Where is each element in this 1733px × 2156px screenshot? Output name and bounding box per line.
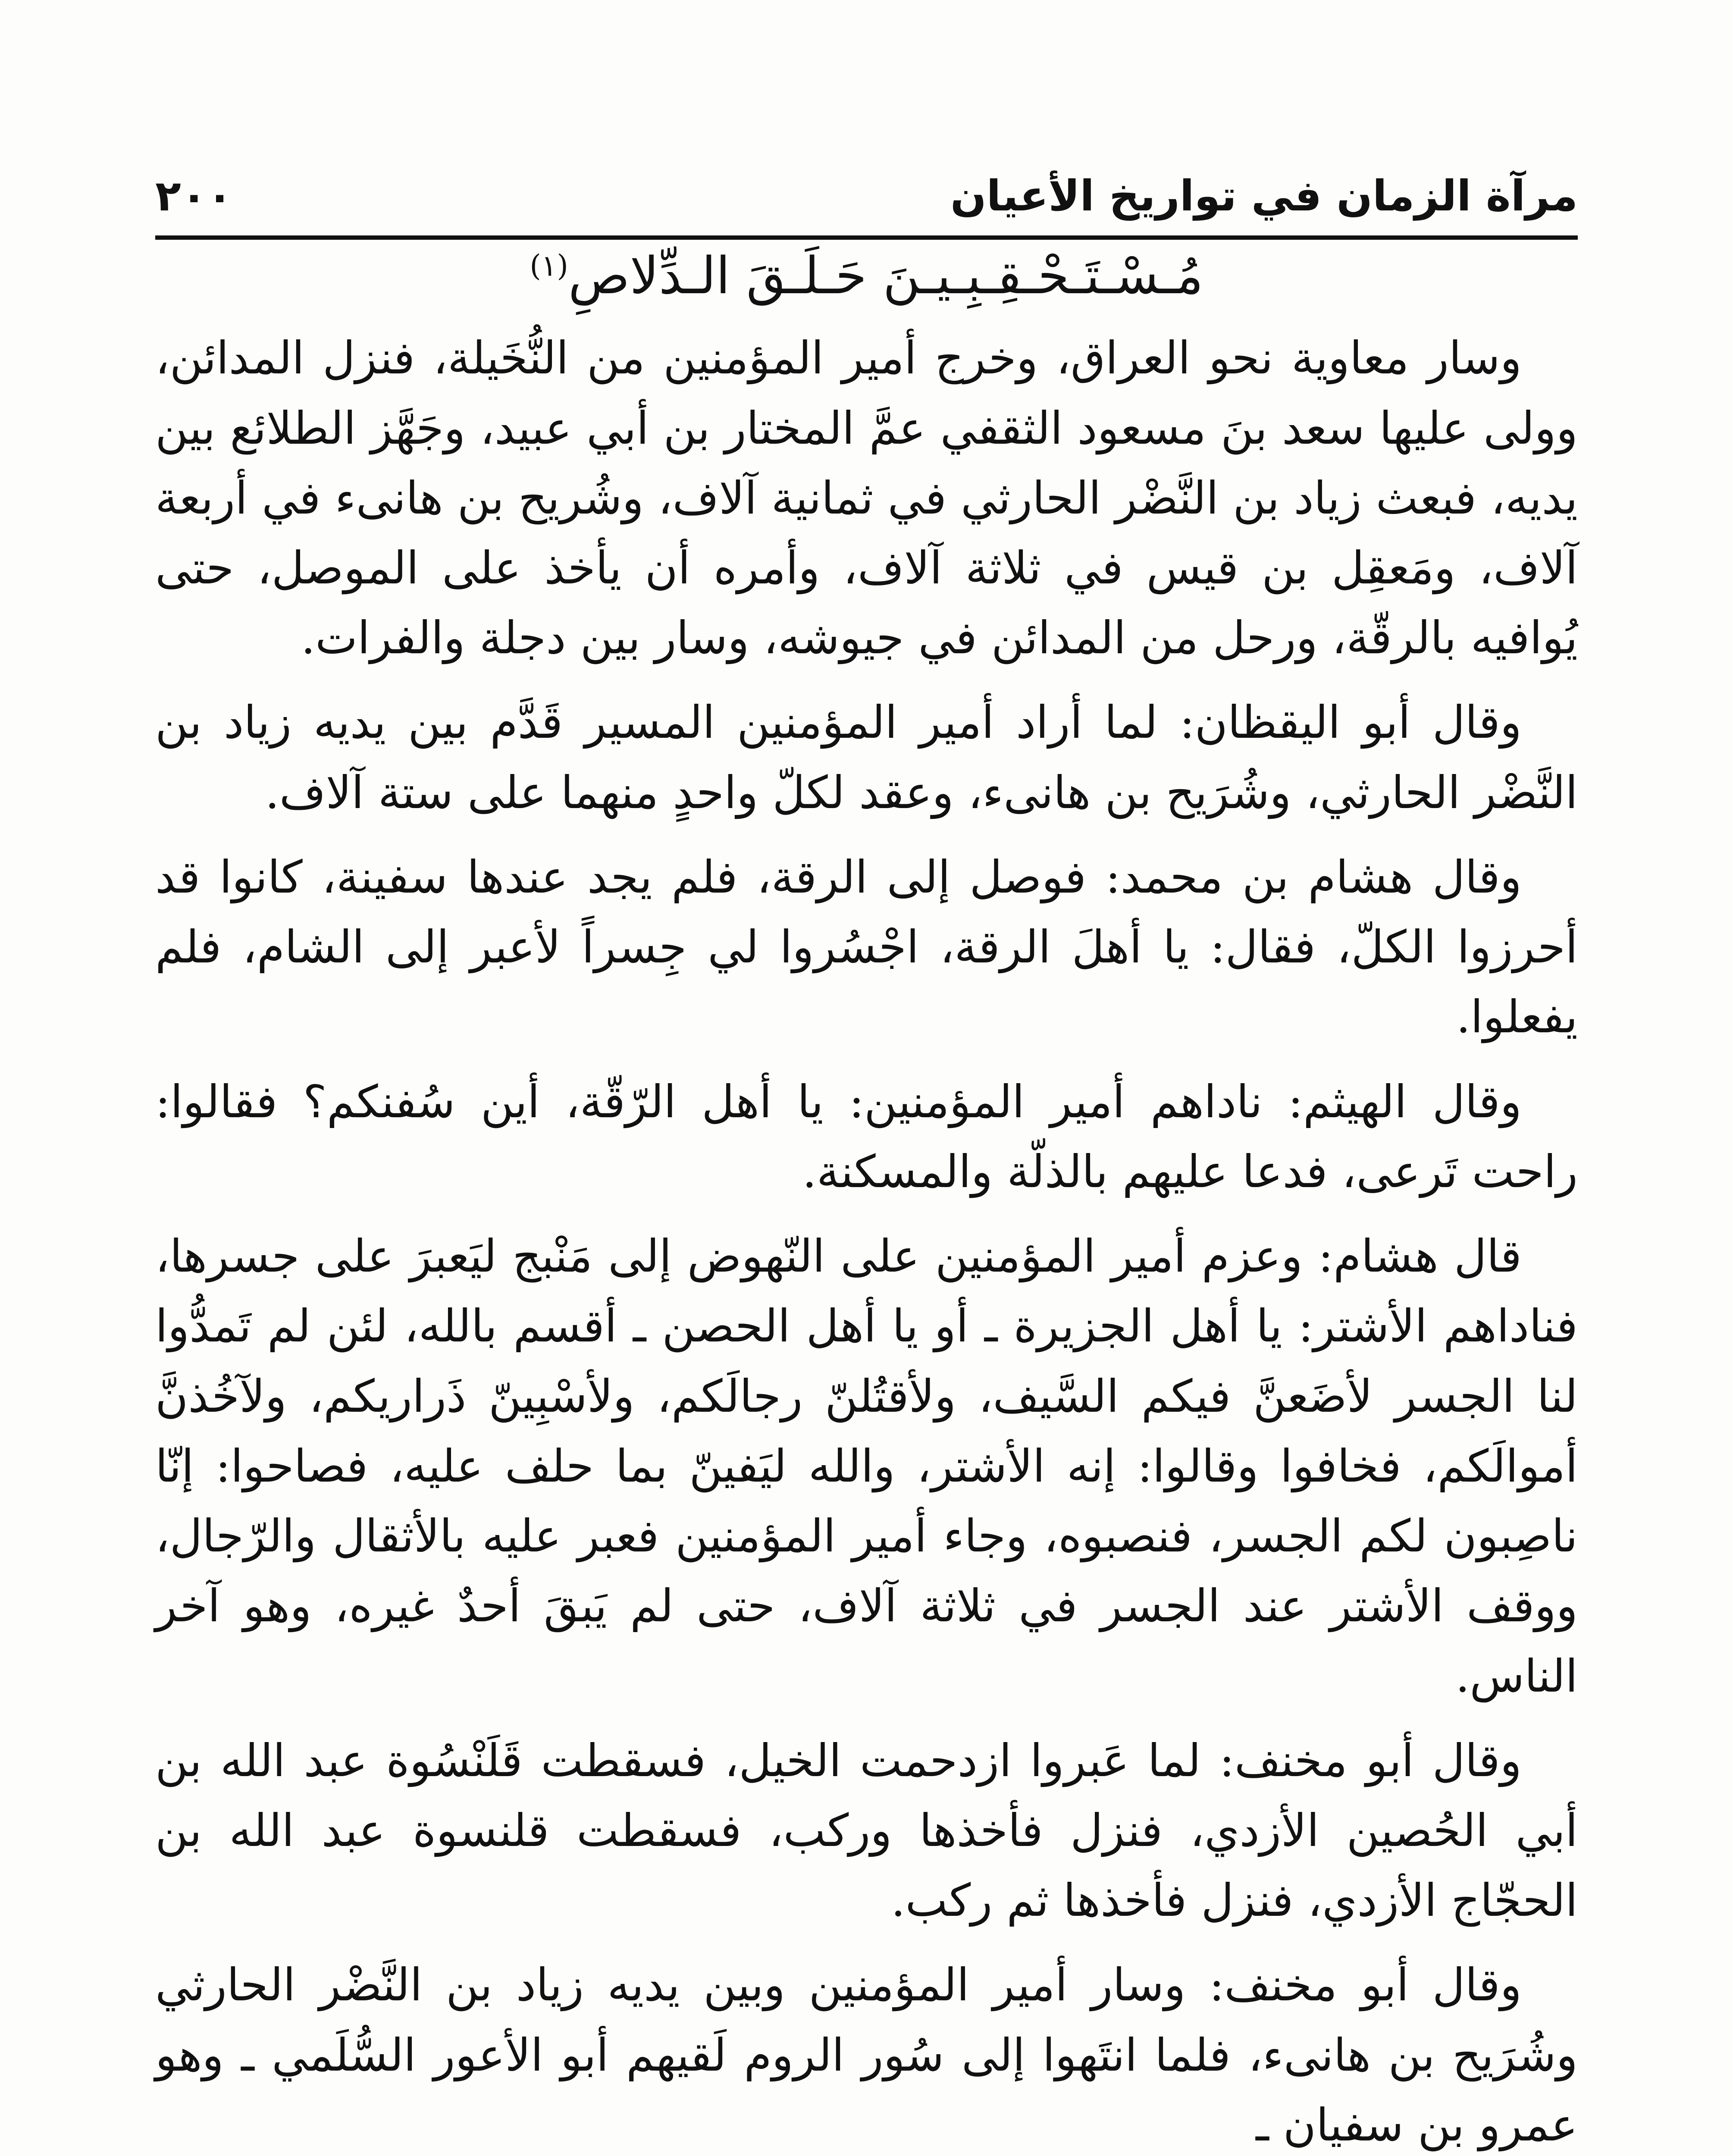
paragraph: وقال الهيثم: ناداهم أمير المؤمنين: يا أهل الرّقّة، أين سُفنكم؟ فقالوا: راحت تَرعى، فدعا عليهم بالذلّة والمسكنة. <box>155 1075 1578 1198</box>
paragraph: وسار معاوية نحو العراق، وخرج أمير المؤمنين من النُّخَيلة، فنزل المدائن، وولى عليها سعد بنَ مسعود الثقفي عمَّ المختار بن أبي عبيد، وجَهَّز الطلائع بين يديه، فبعث زياد بن النَّضْر الحارثي في ثمانية آلاف، وشُريح بن هانىء في أربعة آلاف، ومَعقِل بن قيس في ثلاثة آلاف، وأمره أن يأخذ على الموصل، حتى يُوافيه بالرقّة، ورحل من المدائن في جيوشه، وسار بين دجلة والفرات. <box>155 332 1578 664</box>
paragraph: وقال هشام بن محمد: فوصل إلى الرقة، فلم يجد عندها سفينة، كانوا قد أحرزوا الكلّ، فقال: يا أهلَ الرقة، اجْسُروا لي جِسراً لأعبر إلى الشام، فلم يفعلوا. <box>155 850 1578 1044</box>
running-title: مرآة الزمان في تواريخ الأعيان <box>950 172 1578 221</box>
main-text <box>155 241 1578 2156</box>
paragraph-continued: وقال أبو مخنف: وسار أمير المؤمنين وبين يديه زياد بن النَّضْر الحارثي وشُرَيح بن هانىء، فلما انتَهوا إلى سُور الروم لَقيهم أبو الأعور السُّلَمي ـ وهو عمرو بن سفيان ـ <box>155 1959 1578 2151</box>
paragraph: وقال أبو مخنف: لما عَبروا ازدحمت الخيل، فسقطت قَلَنْسُوة عبد الله بن أبي الحُصين الأزدي، فنزل فأخذها وركب، فسقطت قلنسوة عبد الله بن الحجّاج الأزدي، فنزل فأخذها ثم ركب. <box>155 1734 1578 1927</box>
verse-text: مُـسْـتَـحْـقِـبِـيـنَ حَـلَـقَ الـدِّلاصِ <box>568 246 1203 305</box>
verse-line <box>155 241 1578 310</box>
paragraph: قال هشام: وعزم أمير المؤمنين على النّهوض إلى مَنْبج ليَعبرَ على جسرها، فناداهم الأشتر: يا أهل الجزيرة ـ أو يا أهل الحصن ـ أقسم بالله، لئن لم تَمدُّوا لنا الجسر لأضَعنَّ فيكم السَّيف، ولأقتُلنّ رجالَكم، ولأسْبِينّ ذَراريكم، ولآخُذنَّ أموالَكم، فخافوا وقالوا: إنه الأشتر، والله ليَفينّ بما حلف عليه، فصاحوا: إنّا ناصِبون لكم الجسر، فنصبوه، وجاء أمير المؤمنين فعبر عليه بالأثقال والرّجال، ووقف الأشتر عند الجسر في ثلاثة آلاف، حتى لم يَبقَ أحدٌ غيره، وهو آخر الناس. <box>155 1230 1578 1702</box>
paragraph: وقال أبو اليقظان: لما أراد أمير المؤمنين المسير قَدَّم بين يديه زياد بن النَّضْر الحارثي، وشُرَيح بن هانىء، وعقد لكلّ واحدٍ منهما على ستة آلاف. <box>155 696 1578 819</box>
page-number: ٢٠٠ <box>155 172 233 221</box>
page-header <box>155 142 1578 240</box>
footnote-marker: (١) <box>530 249 568 283</box>
